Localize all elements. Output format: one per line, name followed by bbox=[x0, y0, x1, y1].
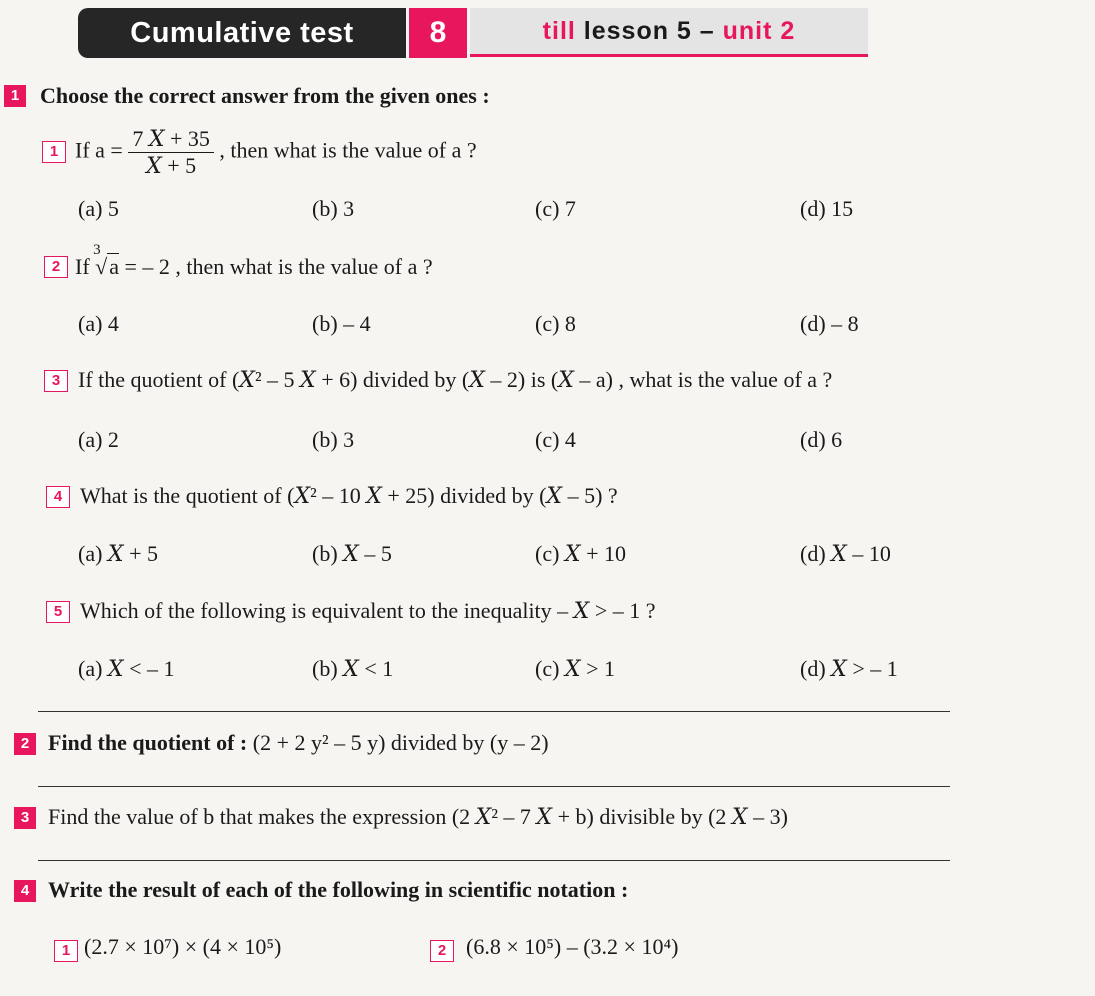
q5-option-a[interactable]: (a) 𝑋 < – 1 bbox=[78, 656, 175, 681]
question-3-number: 3 bbox=[44, 370, 68, 392]
question-1-fraction: $\frac{\text{7 𝑋 + 35}}{\text{𝑋 + 5}}$ bbox=[128, 126, 214, 179]
q5-option-d[interactable]: (d) 𝑋 > – 1 bbox=[800, 656, 898, 681]
q2-option-c[interactable]: (c) 8 bbox=[535, 311, 576, 336]
q3-option-c[interactable]: (c) 4 bbox=[535, 427, 576, 452]
question-3-text: If the quotient of (𝑋² – 5 𝑋 + 6) divided by (𝑋 – 2) is (𝑋 – a) , what is the value of a ? bbox=[78, 367, 833, 392]
section-3-text: Find the value of b that makes the expression (2 𝑋² – 7 𝑋 + b) divisible by (2 𝑋 – 3) bbox=[48, 804, 788, 829]
header-subtitle: till lesson 5 – unit 2 bbox=[542, 17, 796, 45]
q1-option-a[interactable]: (a) 5 bbox=[78, 196, 119, 221]
divider bbox=[38, 786, 950, 787]
section-4-badge: 4 bbox=[14, 880, 36, 902]
q4-option-a[interactable]: (a) 𝑋 + 5 bbox=[78, 541, 158, 566]
q5-option-c[interactable]: (c) 𝑋 > 1 bbox=[535, 656, 615, 681]
question-4-number: 4 bbox=[46, 486, 70, 508]
q3-option-a[interactable]: (a) 2 bbox=[78, 427, 119, 452]
q4-option-c[interactable]: (c) 𝑋 + 10 bbox=[535, 541, 626, 566]
sci-2-expression: (6.8 × 10⁵) – (3.2 × 10⁴) bbox=[466, 934, 679, 959]
divider bbox=[38, 860, 950, 861]
q5-option-b[interactable]: (b) 𝑋 < 1 bbox=[312, 656, 394, 681]
question-1-number: 1 bbox=[42, 141, 66, 163]
q3-option-d[interactable]: (d) 6 bbox=[800, 427, 843, 452]
cube-root: 3 √a bbox=[93, 242, 119, 279]
question-1-text: If a = $\frac{\text{7 𝑋 + 35}}{\text{𝑋 + 5}}$ , then what is the value of a ? bbox=[75, 126, 477, 178]
section-2-badge: 2 bbox=[14, 733, 36, 755]
q4-option-d[interactable]: (d) 𝑋 – 10 bbox=[800, 541, 891, 566]
divider bbox=[38, 711, 950, 712]
sci-1-expression: (2.7 × 10⁷) × (4 × 10⁵) bbox=[84, 934, 282, 959]
section-4-heading: Write the result of each of the following in scientific notation : bbox=[48, 877, 629, 902]
header-title: Cumulative test bbox=[130, 17, 354, 49]
sci-2-number: 2 bbox=[430, 940, 454, 962]
q2-option-a[interactable]: (a) 4 bbox=[78, 311, 119, 336]
section-3-badge: 3 bbox=[14, 807, 36, 829]
q1-option-c[interactable]: (c) 7 bbox=[535, 196, 576, 221]
question-5-text: Which of the following is equivalent to the inequality – 𝑋 > – 1 ? bbox=[80, 598, 656, 623]
question-5-number: 5 bbox=[46, 601, 70, 623]
question-2-number: 2 bbox=[44, 256, 68, 278]
sci-1-number: 1 bbox=[54, 940, 78, 962]
q2-option-d[interactable]: (d) – 8 bbox=[800, 311, 859, 336]
q4-option-b[interactable]: (b) 𝑋 – 5 bbox=[312, 541, 392, 566]
q1-option-b[interactable]: (b) 3 bbox=[312, 196, 355, 221]
test-number-badge: 8 bbox=[409, 8, 467, 58]
q1-option-d[interactable]: (d) 15 bbox=[800, 196, 854, 221]
q2-option-b[interactable]: (b) – 4 bbox=[312, 311, 371, 336]
question-2-text: If 3 √a = – 2 , then what is the value of a ? bbox=[75, 242, 433, 279]
section-1-heading: Choose the correct answer from the given ones : bbox=[40, 83, 490, 108]
section-1-badge: 1 bbox=[4, 85, 26, 107]
question-4-text: What is the quotient of (𝑋² – 10 𝑋 + 25) divided by (𝑋 – 5) ? bbox=[80, 483, 618, 508]
q3-option-b[interactable]: (b) 3 bbox=[312, 427, 355, 452]
section-2-text: Find the quotient of : (2 + 2 y² – 5 y) divided by (y – 2) bbox=[48, 730, 549, 755]
